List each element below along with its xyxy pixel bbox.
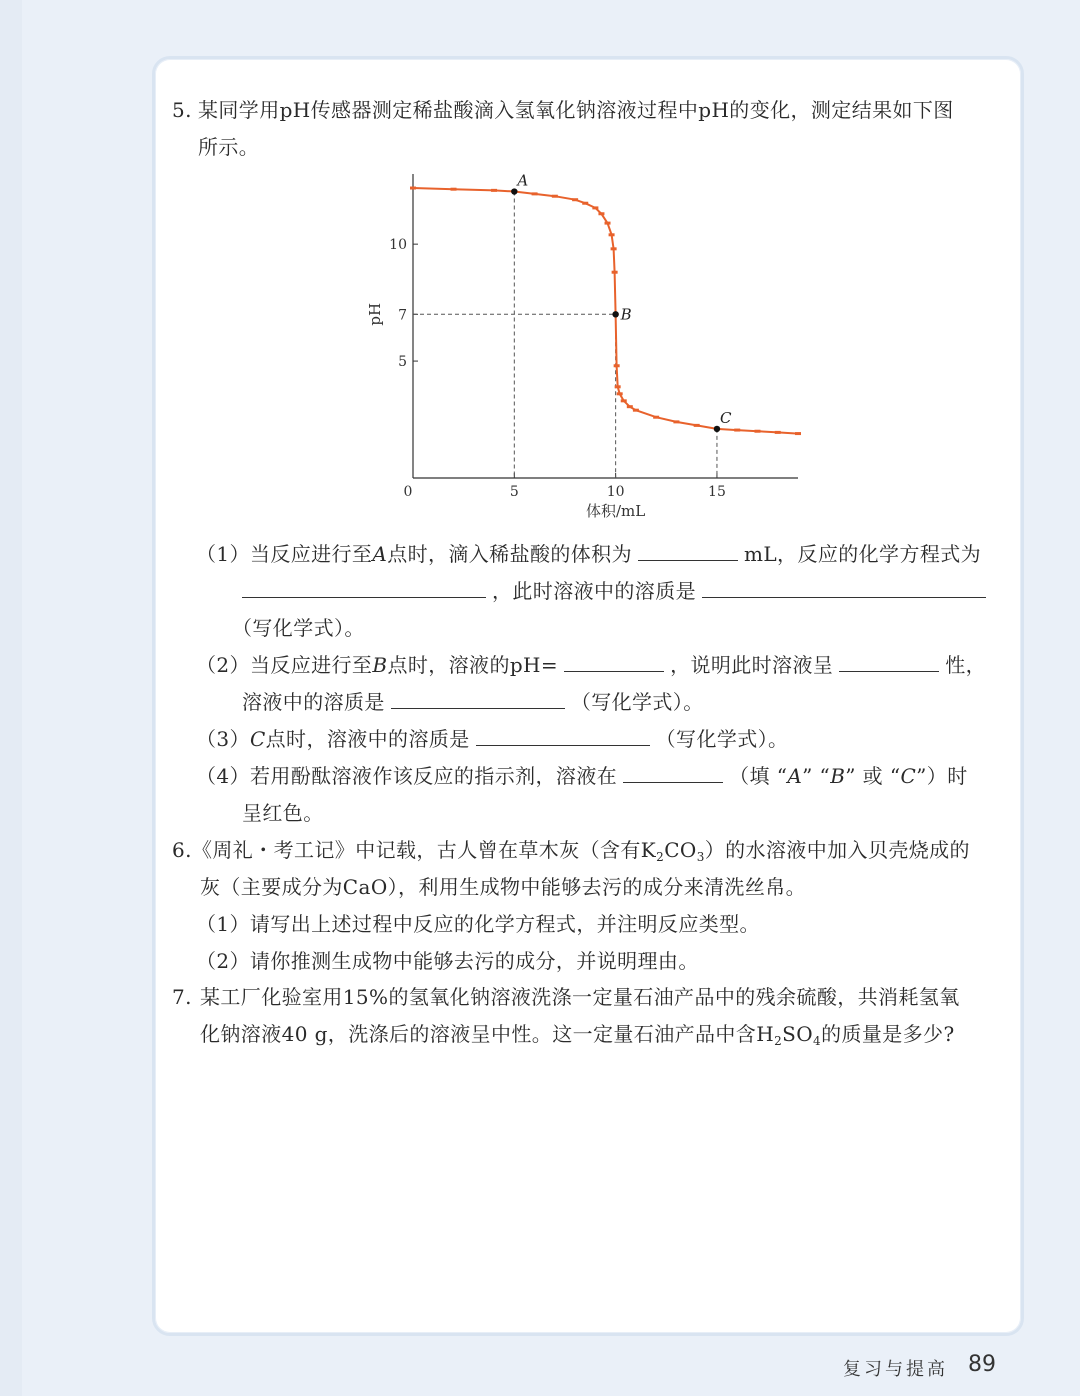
x-tick-label: 10	[606, 484, 625, 500]
q5-sub1-line1	[196, 536, 981, 573]
q5-sub2-text-e: 溶液中的溶质是	[242, 690, 385, 714]
q5-stem-line1: 某同学用pH传感器测定稀盐酸滴入氢氧化钠溶液过程中pH的变化，测定结果如下图	[198, 98, 954, 122]
q7-number: 7.	[172, 985, 192, 1009]
q5-sub4-text-a: 若用酚酞溶液作该反应的指示剂，溶液在	[249, 764, 618, 788]
x-tick-label: 0	[403, 484, 413, 500]
option-a: A	[787, 764, 803, 788]
ph-curve	[413, 188, 798, 434]
option-c: C	[900, 764, 917, 788]
y-axis-label: pH	[366, 302, 384, 326]
q5-sub3-text-a: 点时，溶液中的溶质是	[265, 727, 470, 751]
data-marker	[615, 385, 621, 388]
data-marker	[582, 202, 588, 205]
answer-blank-point[interactable]	[623, 758, 723, 783]
data-marker	[491, 189, 497, 192]
q5-sub2-text-d: 性，	[945, 653, 987, 677]
data-marker	[617, 392, 623, 395]
data-marker	[598, 212, 604, 215]
q7-line2-b: SO	[782, 1022, 814, 1046]
q6-number: 6.	[172, 838, 192, 862]
footer-section-title: 复习与提高	[843, 1359, 948, 1380]
data-marker	[673, 420, 679, 423]
q5-sub1-num: （1）	[196, 542, 250, 566]
data-marker	[451, 188, 457, 191]
q7-line1: 某工厂化验室用15%的氢氧化钠溶液洗涤一定量石油产品中的残余硫酸，共消耗氢氧	[200, 985, 960, 1009]
q5-sub3-text-b: （写化学式）。	[655, 727, 789, 751]
q5-sub4-line2: 呈红色。	[242, 801, 324, 825]
q5-sub4-line1	[196, 758, 968, 795]
point-c-text: C	[719, 408, 732, 427]
q6-line1-sub1: 2	[656, 850, 665, 864]
q7-line2-a: 化钠溶液40 g，洗涤后的溶液呈中性。这一定量石油产品中含H	[200, 1022, 775, 1046]
q5-sub2-num: （2）	[196, 653, 250, 677]
answer-blank-equation[interactable]	[242, 573, 486, 598]
q5-sub2-text-c: ，说明此时溶液呈	[670, 653, 834, 677]
q5-sub2-text-a: 当反应进行至	[249, 653, 373, 677]
data-marker	[532, 192, 538, 195]
q5-sub1-line3: （写化学式）。	[232, 616, 365, 640]
answer-blank-solute-b[interactable]	[391, 684, 565, 709]
q5-sub2-text-b: 点时，溶液的pH=	[387, 653, 559, 677]
data-marker	[775, 431, 781, 434]
q7-line2-c: 的质量是多少?	[821, 1022, 955, 1046]
point-a-label: A	[372, 542, 388, 566]
option-sep-3: ”）时	[916, 764, 968, 788]
option-sep-2: ” 或 “	[845, 764, 901, 788]
data-marker	[795, 432, 801, 435]
ph-titration-chart	[360, 168, 810, 528]
q6-sub2: （2）请你推测生成物中能够去污的成分，并说明理由。	[196, 949, 699, 973]
q5-number: 5.	[172, 98, 192, 122]
data-marker	[552, 195, 558, 198]
page-margin	[0, 0, 22, 1396]
data-marker	[653, 416, 659, 419]
x-axis-label: 体积/mL	[586, 502, 646, 520]
answer-blank-ph[interactable]	[564, 647, 664, 672]
data-marker	[611, 247, 617, 250]
data-marker	[614, 364, 620, 367]
q6-line1	[192, 832, 970, 869]
y-tick-label: 5	[398, 354, 407, 371]
q7-line2	[200, 1016, 955, 1053]
y-tick-label: 10	[389, 237, 407, 254]
data-marker	[592, 206, 598, 209]
y-tick-label: 7	[398, 307, 407, 324]
q5-sub4-num: （4）	[196, 764, 250, 788]
data-marker	[410, 187, 416, 190]
q5-sub1-line2	[242, 573, 992, 610]
answer-blank-volume[interactable]	[638, 536, 738, 561]
q5-sub4-text-b: （填 “	[729, 764, 788, 788]
q6-sub1: （1）请写出上述过程中反应的化学方程式，并注明反应类型。	[196, 912, 760, 936]
point-c-label: C	[249, 727, 266, 751]
q6-line1-sub2: 3	[696, 850, 705, 864]
data-marker	[754, 430, 760, 433]
option-b: B	[830, 764, 846, 788]
answer-blank-solute-a[interactable]	[702, 573, 986, 598]
answer-blank-solute-c[interactable]	[476, 721, 650, 746]
q7-line2-sub1: 2	[774, 1034, 783, 1048]
q5-sub1-text-b: 点时，滴入稀盐酸的体积为	[387, 542, 632, 566]
q5-stem-line2: 所示。	[198, 135, 260, 159]
data-marker	[633, 409, 639, 412]
q5-sub1-text-a: 当反应进行至	[249, 542, 373, 566]
q5-sub2-line2	[242, 684, 704, 721]
q5-sub1-text-c: mL，反应的化学方程式为	[744, 542, 982, 566]
q5-sub2-text-f: （写化学式）。	[570, 690, 704, 714]
data-marker	[621, 399, 627, 402]
option-sep-1: ” “	[802, 764, 831, 788]
point-b-dot	[612, 311, 618, 317]
q7-line2-sub2: 4	[813, 1034, 822, 1048]
data-marker	[609, 233, 615, 236]
q6-line1-c: ）的水溶液中加入贝壳烧成的	[704, 838, 970, 862]
x-tick-label: 5	[509, 484, 519, 500]
point-b-label: B	[372, 653, 388, 677]
point-b-text: B	[620, 305, 632, 324]
point-a-text: A	[517, 171, 529, 190]
q5-sub2-line1	[196, 647, 986, 684]
data-marker	[605, 222, 611, 225]
q5-sub1-text-d: ，此时溶液中的溶质是	[492, 579, 696, 603]
data-marker	[734, 429, 740, 432]
q6-line1-a: 《周礼・考工记》中记载，古人曾在草木灰（含有K	[192, 838, 657, 862]
q5-sub3-num: （3）	[196, 727, 250, 751]
data-marker	[572, 198, 578, 201]
x-tick-label: 15	[708, 484, 726, 500]
data-marker	[694, 424, 700, 427]
data-marker	[612, 271, 618, 274]
data-marker	[627, 405, 633, 408]
answer-blank-nature[interactable]	[839, 647, 939, 672]
page-number: 89	[968, 1352, 996, 1377]
q5-sub3-line1	[196, 721, 788, 758]
q6-line1-b: CO	[664, 838, 697, 862]
q6-line2: 灰（主要成分为CaO），利用生成物中能够去污的成分来清洗丝帛。	[200, 875, 807, 899]
